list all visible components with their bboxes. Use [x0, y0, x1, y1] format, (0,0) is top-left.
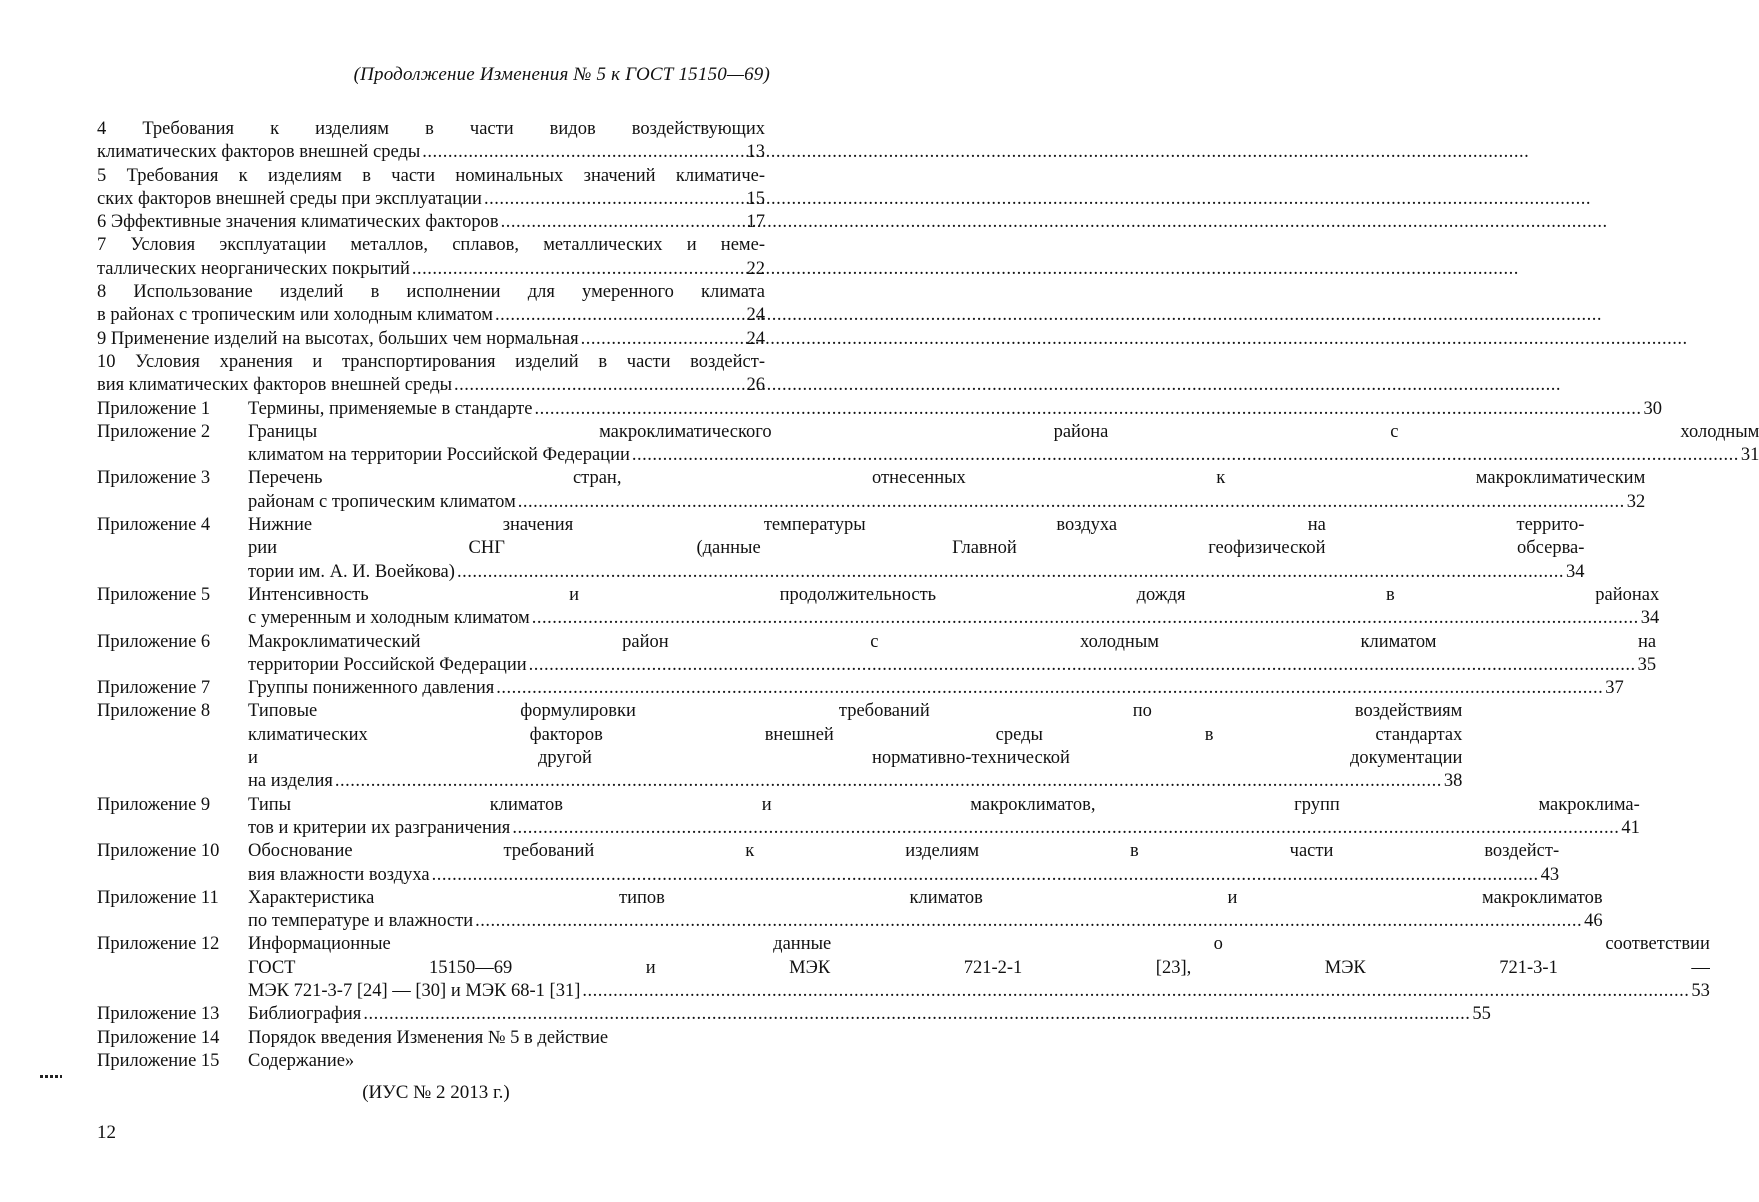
toc-entry-text: климатических факторов внешней среды — [97, 142, 421, 163]
toc-entry-text: Содержание» — [248, 1050, 355, 1071]
appendix-label: Приложение 11 — [97, 887, 219, 908]
toc-page-number: 13 — [746, 142, 765, 163]
appendix-label: Приложение 12 — [97, 934, 220, 955]
appendix-label: Приложение 3 — [97, 468, 211, 489]
appendix-title — [248, 700, 1462, 793]
toc-appendix-entry — [97, 1027, 765, 1050]
toc-entry-last-line — [248, 398, 1662, 421]
dot-leader — [501, 211, 745, 234]
toc-entry-text: в районах с тропическим или холодным климатом — [97, 305, 493, 326]
page-number: 12 — [97, 1122, 116, 1143]
toc-section-entry — [97, 118, 765, 165]
toc-entry-last-line — [97, 304, 765, 327]
appendix-label: Приложение 1 — [97, 398, 211, 419]
toc-entry-last-line — [97, 374, 765, 397]
toc-appendix-entry — [97, 631, 1657, 678]
toc-section-entry — [97, 165, 765, 212]
appendix-label: Приложение 5 — [97, 584, 211, 605]
toc-page-number: 31 — [1740, 445, 1759, 466]
toc-entry-line: Характеристика типов климатов и макроклиматов — [248, 887, 1603, 908]
table-of-contents — [97, 118, 1759, 1073]
toc-page-number: 43 — [1540, 864, 1560, 885]
dot-leader — [335, 770, 1442, 793]
appendix-title — [248, 887, 1603, 934]
toc-entry-text: Группы пониженного давления — [248, 678, 495, 699]
toc-entry-last-line — [248, 444, 1759, 467]
dot-leader — [432, 864, 1539, 887]
appendix-title — [248, 794, 1640, 841]
toc-entry-last-line — [248, 607, 1659, 630]
toc-section-entry — [97, 281, 765, 328]
toc-entry-last-line — [97, 258, 765, 281]
dot-leader — [454, 374, 744, 397]
toc-entry-last-line — [248, 1027, 765, 1050]
toc-entry-line: климатических факторов внешней среды в стандартах — [248, 724, 1463, 745]
toc-page-number: 32 — [1626, 491, 1646, 512]
toc-appendix-entry — [97, 677, 1624, 700]
toc-entry-text: по температуре и влажности — [248, 911, 474, 932]
toc-entry-last-line — [248, 910, 1603, 933]
scan-artifact — [40, 1075, 62, 1078]
appendix-label: Приложение 14 — [97, 1027, 220, 1048]
toc-entry-last-line — [248, 770, 1462, 793]
toc-page-number: 38 — [1443, 771, 1463, 792]
toc-entry-line: Типовые формулировки требований по воздействиям — [248, 701, 1463, 722]
appendix-title — [248, 840, 1559, 887]
dot-leader — [582, 980, 1689, 1003]
toc-entry-last-line — [248, 561, 1584, 584]
toc-appendix-entry — [97, 398, 1662, 421]
toc-entry-last-line — [97, 211, 765, 234]
toc-entry-text: 9 Применение изделий на высотах, больших чем нормальная — [97, 328, 579, 349]
toc-entry-line: 5 Требования к изделиям в части номинальных значений климатиче- — [97, 165, 765, 186]
appendix-title — [248, 467, 1645, 514]
toc-appendix-entry — [97, 514, 1585, 584]
toc-entry-line: и другой нормативно-технической документации — [248, 748, 1463, 769]
toc-section-entry — [97, 211, 765, 234]
toc-entry-text: 6 Эффективные значения климатических факторов — [97, 212, 499, 233]
toc-appendix-entry — [97, 887, 1603, 934]
appendix-title — [248, 584, 1659, 631]
toc-entry-line: 10 Условия хранения и транспортирования изделий в части воздейст- — [97, 351, 765, 372]
dot-leader — [632, 444, 1739, 467]
footer-reference: (ИУС № 2 2013 г.) — [362, 1082, 510, 1103]
toc-entry-last-line — [97, 141, 765, 164]
dot-leader — [518, 491, 1625, 514]
dot-leader — [529, 654, 1636, 677]
toc-entry-last-line — [97, 328, 765, 351]
appendix-title — [248, 631, 1656, 678]
toc-entry-text: МЭК 721-3-7 [24] — [30] и МЭК 68-1 [31] — [248, 980, 581, 1001]
toc-page-number: 24 — [746, 305, 765, 326]
toc-entry-line: 8 Использование изделий в исполнении для умеренного климата — [97, 282, 765, 303]
toc-entry-last-line — [248, 864, 1559, 887]
toc-entry-text: Порядок введения Изменения № 5 в действие — [248, 1027, 609, 1048]
toc-entry-text: с умеренным и холодным климатом — [248, 608, 530, 629]
toc-entry-last-line — [248, 491, 1645, 514]
appendix-title — [248, 1027, 765, 1050]
toc-entry-line: 7 Условия эксплуатации металлов, сплавов, металлических и неме- — [97, 235, 765, 256]
toc-entry-text: территории Российской Федерации — [248, 654, 527, 675]
toc-entry-line: 4 Требования к изделиям в части видов воздействующих — [97, 119, 765, 139]
toc-entry-last-line — [248, 1050, 765, 1073]
toc-appendix-entry — [97, 840, 1560, 887]
toc-entry-last-line — [248, 654, 1656, 677]
toc-appendix-entry — [97, 584, 1660, 631]
toc-entry-line: Интенсивность и продолжительность дождя в районах — [248, 584, 1660, 605]
appendix-label: Приложение 7 — [97, 678, 211, 699]
dot-leader — [512, 817, 1619, 840]
toc-appendix-entry — [97, 421, 1759, 468]
toc-page-number: 55 — [1472, 1004, 1491, 1025]
appendix-label: Приложение 8 — [97, 701, 211, 722]
dot-leader — [475, 910, 1582, 933]
toc-entry-line: Перечень стран, отнесенных к макроклиматическим — [248, 468, 1646, 489]
appendix-title — [248, 1003, 1491, 1026]
appendix-title — [248, 933, 1710, 1003]
appendix-label: Приложение 10 — [97, 841, 220, 862]
appendix-label: Приложение 4 — [97, 515, 211, 536]
dot-leader — [484, 188, 745, 211]
appendix-title — [248, 421, 1759, 468]
appendix-title — [248, 677, 1624, 700]
toc-page-number: 34 — [1565, 561, 1585, 582]
appendix-title — [248, 514, 1584, 584]
dot-leader — [422, 141, 744, 164]
toc-section-entry — [97, 351, 765, 398]
toc-appendix-entry — [97, 467, 1646, 514]
toc-entry-text: на изделия — [248, 771, 333, 792]
toc-entry-text: вия климатических факторов внешней среды — [97, 375, 453, 396]
toc-appendix-entry — [97, 700, 1463, 793]
dot-leader — [581, 328, 745, 351]
dot-leader — [532, 607, 1639, 630]
appendix-title — [248, 398, 1662, 421]
toc-page-number: 22 — [746, 258, 765, 279]
toc-entry-text: Термины, применяемые в стандарте — [248, 398, 533, 419]
toc-entry-line: рии СНГ (данные Главной геофизической обсерва- — [248, 538, 1585, 559]
toc-appendix-entry — [97, 933, 1710, 1003]
appendix-label: Приложение 15 — [97, 1050, 220, 1071]
toc-page-number: 24 — [746, 328, 765, 349]
toc-entry-text: Библиография — [248, 1004, 362, 1025]
toc-entry-last-line — [248, 817, 1640, 840]
toc-entry-line: Информационные данные о соответствии — [248, 934, 1710, 955]
toc-entry-text: тов и критерии их разграничения — [248, 817, 511, 838]
toc-page-number: 26 — [746, 375, 765, 396]
toc-page-number: 35 — [1637, 654, 1657, 675]
toc-page-number: 53 — [1691, 980, 1710, 1001]
toc-entry-text: тории им. А. И. Воейкова) — [248, 561, 455, 582]
toc-entry-line: Обоснование требований к изделиям в части воздейст- — [248, 841, 1560, 862]
toc-entry-last-line — [97, 188, 765, 211]
toc-page-number: 30 — [1643, 398, 1662, 419]
dot-leader — [534, 398, 1641, 421]
toc-appendix-entry — [97, 1003, 1491, 1026]
dot-leader — [363, 1003, 1470, 1026]
dot-leader — [457, 561, 1564, 584]
toc-entry-text: таллических неорганических покрытий — [97, 258, 410, 279]
toc-page-number: 41 — [1621, 817, 1640, 838]
toc-entry-text: ских факторов внешней среды при эксплуатации — [97, 188, 482, 209]
appendix-title — [248, 1050, 765, 1073]
toc-entry-last-line — [248, 677, 1624, 700]
toc-entry-last-line — [248, 1003, 1491, 1026]
dot-leader — [495, 304, 745, 327]
toc-page-number: 46 — [1584, 911, 1603, 932]
toc-page-number: 17 — [746, 212, 765, 233]
dot-leader — [496, 677, 1603, 700]
toc-section-entry — [97, 328, 765, 351]
toc-entry-line: Нижние значения температуры воздуха на террито- — [248, 515, 1585, 536]
toc-entry-line: ГОСТ 15150—69 и МЭК 721-2-1 [23], МЭК 721-3-1 — — [248, 957, 1710, 978]
toc-page-number: 34 — [1640, 608, 1660, 629]
toc-page-number: 15 — [746, 188, 765, 209]
toc-entry-line: Макроклиматический район с холодным климатом на — [248, 631, 1657, 652]
toc-entry-text: вия влажности воздуха — [248, 864, 430, 885]
toc-appendix-entry — [97, 1050, 765, 1073]
toc-page-number: 37 — [1605, 678, 1624, 699]
toc-entry-line: Границы макроклиматического района с холодным — [248, 421, 1759, 442]
toc-entry-line: Типы климатов и макроклиматов, групп макроклима- — [248, 794, 1640, 815]
toc-section-entry — [97, 234, 765, 281]
dot-leader — [412, 258, 745, 281]
appendix-label: Приложение 13 — [97, 1004, 220, 1025]
appendix-label: Приложение 2 — [97, 421, 211, 442]
toc-entry-text: районам с тропическим климатом — [248, 491, 516, 512]
document-header: (Продолжение Изменения № 5 к ГОСТ 15150—69) — [353, 64, 770, 85]
toc-appendix-entry — [97, 794, 1640, 841]
appendix-label: Приложение 6 — [97, 631, 211, 652]
toc-entry-last-line — [248, 980, 1710, 1003]
appendix-label: Приложение 9 — [97, 794, 211, 815]
toc-entry-text: климатом на территории Российской Федерации — [248, 445, 630, 466]
